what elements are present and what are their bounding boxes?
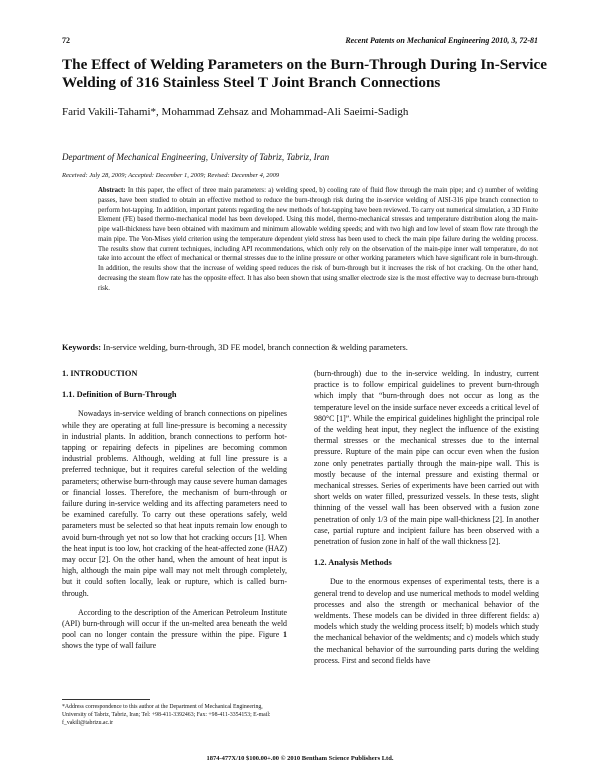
abstract-text: In this paper, the effect of three main parameters: a) welding speed, b) cooling rate of fluid flow through the main pipe; and c) number of welding passes, have been studied to obtain an effective method to reduce the burn-through risk during the in-service welding of AISI-316 pipe branch connection to perform hot-tapping. In addition, important patents regarding the new methods of hot-tapping have been reviewed. To carry out numerical simulation, a 3D Finite Element (FE) based thermo-mechanical model has been developed. Using this model, thermo-mechanical stresses and temperature distribution along the main-pipe wall-thickness have been obtained with maximum and minimum allowable welding speeds; and with two high and low level of steam flow rate through the main pipe. The Von-Mises yield criterion using the temperature dependent yield stress has been used to check the main pipe failure during the welding process. The results show that current techniques, including API recommendations, which only rely on the observation of the main-pipe inner wall temperature, do not take into account the effect of mechanical or thermal stresses due to the inline pressure or other working parameters which have significant role in burn-through. In addition, the results show that the increase of welding speed reduces the risk of burn-through but it increases the risk of hot cracking. On the other hand, decreasing the steam flow rate has the opposite effect. It has also been shown that using smaller electrode size is the most effective way to decrease burn-through risk. [98,187,538,292]
keywords [62,343,542,352]
keywords-label: Keywords: [62,343,102,352]
right-paragraph-2: Due to the enormous expenses of experimental tests, there is a general trend to develop and use numerical methods to model welding processes and also the strength or mechanical behavior of the weldments. These models can be divided in three different fields: a) models which study the welding process itself; b) models which study the mechanical behavior of the weldments; and c) models which study the mechanical behavior of the surrounding parts during the welding process. First and second fields have [314,577,539,665]
journal-header: Recent Patents on Mechanical Engineering 2010, 3, 72-81 [345,36,538,45]
right-paragraph-1: (burn-through) due to the in-service welding. In industry, current practice is to follow empirical guidelines to prevent burn-through which imply that “burn-through does not occur as long as the temperature level on the inside surface never exceeds a critical level of 980°C [1]”. While the empirical guidelines highlight the principal role of the welding heat input, they neglect the influence of the existing thermal stresses or the mechanical stresses due to the internal pressure. Rupture of the main pipe can occur even when the fusion zone only penetrates partially through the main-pipe wall. This is mostly because of the internal pressure and existing thermal or mechanical stresses. Series of experiments have been carried out with short welds on water filled, pressurized vessels. In these tests, slight thinning of the vessel wall has been observed with a fusion zone penetration of only 1/3 of the main pipe wall-thickness [2]. In another case, partial rupture and incipient failure has been observed with a penetration of fusion zone in half of the wall thickness [2]. [314,369,540,547]
left-column [62,368,287,652]
correspondence-footnote: *Address correspondence to this author at the Department of Mechanical Engineering, University of Tabriz, Tabriz, Iran; Tel: +98-411-3392463; Fax: +98-411-3354153; E-mail: f_vakili@tabrizu.ac.ir [62,704,271,726]
received-dates: Received: July 28, 2009; Accepted: December 1, 2009; Revised: December 4, 2009 [62,172,280,179]
publisher-line: 1874-477X/10 $100.00+.00 © 2010 Bentham Science Publishers Ltd. [206,755,394,762]
intro-paragraph-2-b: shows the type of wall failure [62,641,157,651]
subsection-heading-burn-through: 1.1. Definition of Burn-Through [62,390,177,400]
paper-title: The Effect of Welding Parameters on the Burn-Through During In-Service Welding of 316 Stainless Steel T Joint Branch Connections [62,56,547,91]
authors: Farid Vakili-Tahami*, Mohammad Zehsaz and Mohammad-Ali Saeimi-Sadigh [62,106,409,118]
figure-ref[interactable]: 1 [283,630,287,640]
keywords-text: In-service welding, burn-through, 3D FE model, branch connection & welding parameters. [103,343,408,352]
intro-paragraph-2-a: According to the description of the American Petroleum Institute (API) burn-through will occur if the un-melted area beneath the weld pool can no longer contain the pressure within the pipe. Figure [62,607,287,640]
intro-paragraph-1: Nowadays in-service welding of branch connections on pipelines while they are operating at full line-pressure is becoming a necessity in industrial plants. In addition, branch connections to perform hot-tapping or repairing defects in pipelines are becoming common industrial problems. Although, welding at full line pressure is a preferred technique, but it requires careful selection of the welding parameters; otherwise burn-through may cause severe human damages or financial losses. Therefore, the mechanism of burn-through or failure during in-service welding and its affecting parameters need to be examined carefully. To carry out these operations safely, weld parameters must be selected so that heat inputs remain low enough to avoid burn-through yet not so low that hot cracking occurs [1]. When the heat input is too low, hot cracking of the heat-affected zone (HAZ) may occur [2]. On the other hand, when the amount of heat input is high, although the main pipe wall may not melt through completely, but it could soften locally, leak or rupture, which is called burn-through. [62,409,287,598]
footnote-divider [62,699,150,700]
subsection-heading-analysis-methods: 1.2. Analysis Methods [314,558,392,568]
abstract-label: Abstract: [98,187,126,194]
abstract [98,186,538,293]
affiliation: Department of Mechanical Engineering, University of Tabriz, Tabriz, Iran [62,152,330,162]
right-column [314,368,539,666]
page-number: 72 [62,36,70,45]
section-heading-introduction: 1. INTRODUCTION [62,369,138,378]
intro-paragraph-2 [62,607,287,652]
